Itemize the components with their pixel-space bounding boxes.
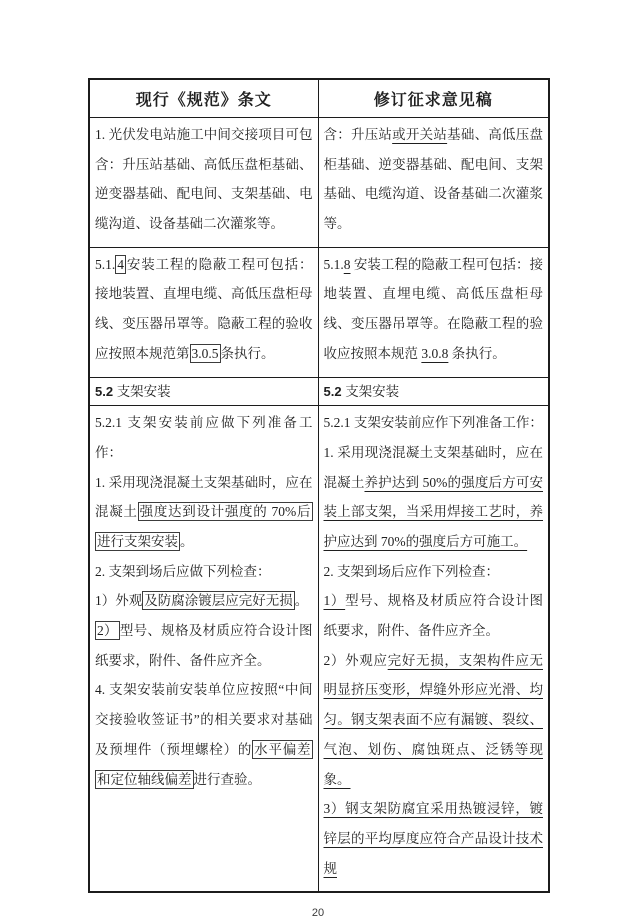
text-segment: 2. 支架到场后应做下列检查：: [95, 563, 271, 579]
text-segment: 1. 采用现浇混凝土支架基础时，应在混凝土: [95, 474, 313, 520]
current-spec-cell: [89, 247, 318, 377]
paragraph: [324, 408, 544, 438]
section-number: 5.2: [95, 383, 117, 399]
paragraph: [95, 616, 313, 675]
inserted-text: 或开关站: [392, 127, 448, 142]
spec-row: [89, 406, 549, 893]
text-segment: 安装工程的隐蔽工程可包括：接地装置、直埋电缆、高低压盘柜母线、变压器吊罩等。隐蔽工程的验收应按照本规范第: [95, 256, 313, 361]
paragraph: [324, 120, 544, 239]
paragraph: [95, 381, 313, 403]
header-row: [89, 79, 549, 118]
paragraph: [95, 250, 313, 369]
text-segment: 安装工程的隐蔽工程可包括：接地装置、直埋电缆、高低压盘柜母线、变压器吊罩等。在隐蔽工程的验收应按照本规范: [323, 256, 543, 361]
section-number: 5.2: [323, 383, 346, 399]
text-segment: 进行查验。: [193, 771, 261, 787]
text-segment: 支架安装: [345, 383, 400, 399]
text-segment: 支架安装: [116, 383, 171, 399]
text-segment: 条执行。: [448, 345, 506, 361]
paragraph: [95, 557, 313, 587]
spec-row: [89, 118, 549, 248]
paragraph: [95, 675, 313, 794]
revision-draft-cell: [318, 406, 549, 893]
spec-table-body: [89, 118, 549, 893]
paragraph: [95, 468, 313, 557]
text-segment: 1. 光伏发电站施工中间交接项目可包含：升压站基础、高低压盘柜基础、逆变器基础、配电间、支架基础、电缆沟道、设备基础二次灌浆等。: [95, 127, 313, 232]
deleted-text: 4: [117, 256, 124, 272]
text-segment: 5.1.: [95, 256, 116, 272]
paragraph: [324, 438, 544, 557]
paragraph: [324, 794, 544, 883]
deleted-text: 水平偏差和定位轴线偏差: [97, 741, 311, 787]
paragraph: [324, 586, 544, 645]
section-heading-row: [89, 377, 549, 406]
header-current-spec: 现行《规范》条文: [89, 79, 318, 118]
revision-draft-cell: [318, 118, 549, 248]
header-revision-draft: 修订征求意见稿: [318, 79, 549, 118]
text-segment: 5.2.1 支架安装前应做下列准备工作：: [95, 415, 313, 460]
inserted-text: 3.0.8: [421, 345, 449, 361]
text-segment: 。: [180, 534, 194, 550]
text-segment: 基础、高低压盘柜基础、逆变器基础、配电间、支架基础、电缆沟道、设备基础二次灌浆等。: [323, 127, 544, 232]
text-segment: 2. 支架到场后应作下列检查：: [323, 563, 499, 579]
inserted-text: 3）钢支架防腐宜采用热镀浸锌，镀锌层的平均厚度应符合产品设计技术规: [323, 801, 543, 876]
text-segment: 2）外观应: [323, 652, 388, 668]
paragraph: [95, 586, 313, 616]
inserted-text: 养护达到 50%的强度后方可安装上部支架，当采用焊接工艺时，养护应达到 70%的强度后方可施工。: [323, 474, 544, 550]
paragraph: [324, 250, 544, 369]
inserted-text: 8: [343, 256, 351, 272]
table-header: [89, 79, 549, 118]
text-segment: 型号、规格及材质应符合设计图纸要求，附件、备件应齐全。: [95, 623, 313, 668]
text-segment: 5.1.: [323, 256, 344, 272]
deleted-text: 2）: [97, 623, 118, 639]
deleted-text: 3.0.5: [191, 345, 219, 361]
current-spec-cell: [89, 377, 318, 406]
paragraph: [324, 646, 544, 794]
paragraph: [95, 120, 313, 239]
revision-draft-cell: [318, 247, 549, 377]
text-segment: 5.2.1 支架安装前应作下列准备工作：: [323, 415, 543, 431]
paragraph: [324, 381, 544, 403]
text-segment: 1）外观: [95, 593, 143, 609]
text-segment: 4. 支架安装前安装单位应按照“中间交接验收签证书”的相关要求对基础及预埋件（预埋螺栓）的: [95, 682, 313, 757]
page-number: 20: [311, 907, 325, 919]
spec-comparison-table: [88, 78, 550, 893]
spec-row: [89, 247, 549, 377]
text-segment: 。: [294, 593, 309, 609]
current-spec-cell: [89, 118, 318, 248]
inserted-text: 完好无损，支架构件应无明显挤压变形，焊缝外形应光滑、均匀。钢支架表面不应有漏镀、裂纹、气泡、划伤、腐蚀斑点、泛锈等现象。: [323, 652, 544, 787]
text-segment: 条执行。: [220, 345, 275, 361]
text-segment: 型号、规格及材质应符合设计图纸要求，附件、备件应齐全。: [323, 593, 544, 639]
current-spec-cell: [89, 406, 318, 893]
inserted-text: 1）: [323, 593, 346, 609]
text-segment: 含：升压站: [323, 127, 393, 142]
paragraph: [324, 557, 544, 587]
deleted-text: 及防腐涂镀层应完好无损: [144, 593, 293, 609]
deleted-text: 强度达到设计强度的 70%后进行支架安装: [97, 504, 311, 550]
text-segment: 1. 采用现浇混凝土支架基础时，应在混凝土: [323, 444, 543, 490]
revision-draft-cell: [318, 377, 549, 406]
paragraph: [95, 408, 313, 467]
